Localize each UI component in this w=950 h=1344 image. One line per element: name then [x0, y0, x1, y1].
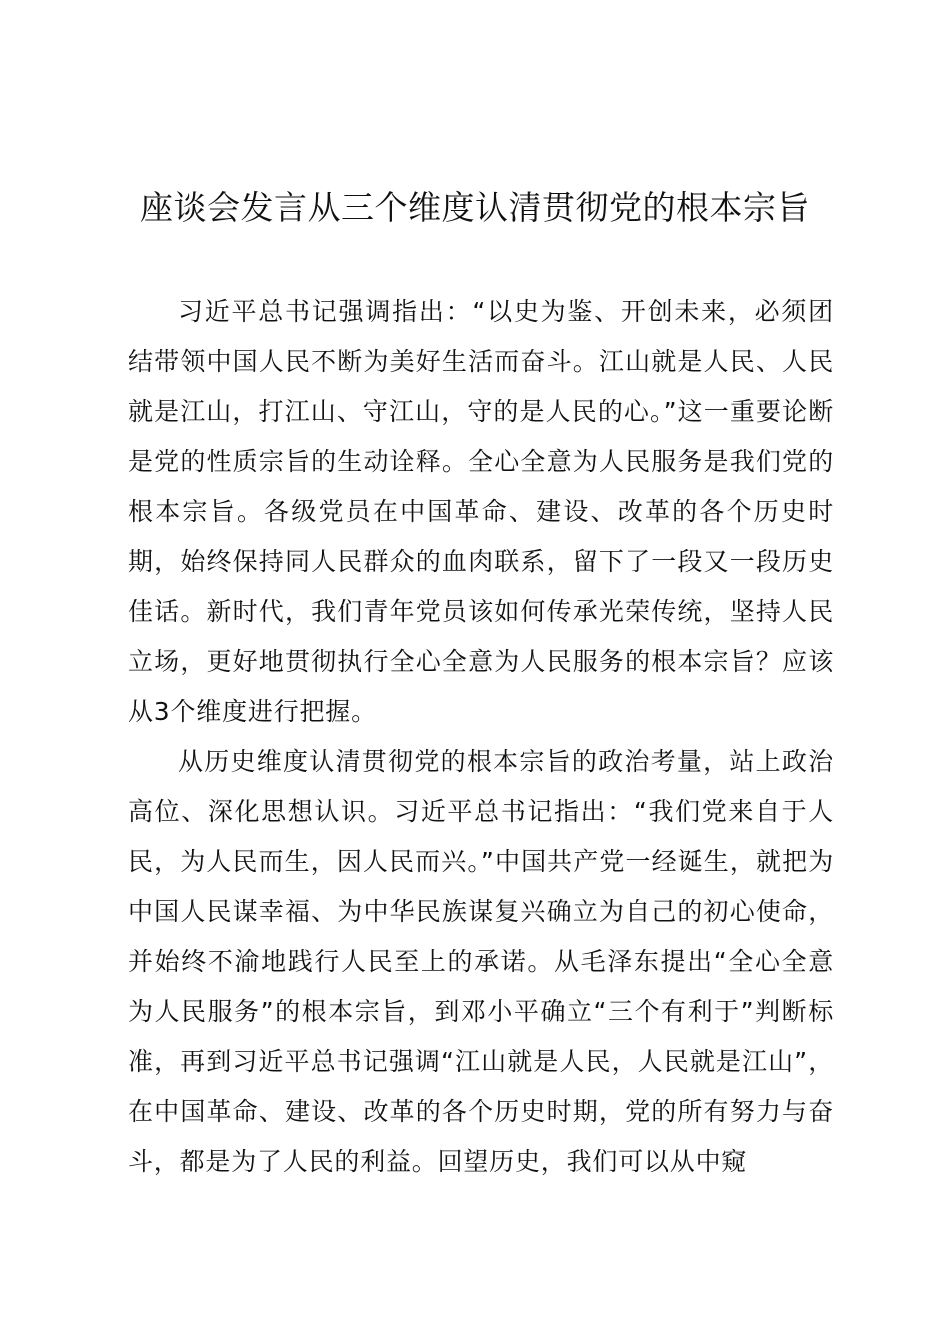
document-body: [128, 287, 834, 1187]
paragraph: 习近平总书记强调指出：“以史为鉴、开创未来，必须团结带领中国人民不断为美好生活而奋斗。江山就是人民、人民就是江山，打江山、守江山，守的是人民的心。”这一重要论断是党的性质宗旨的生动诠释。全心全意为人民服务是我们党的根本宗旨。各级党员在中国革命、建设、改革的各个历史时期，始终保持同人民群众的血肉联系，留下了一段又一段历史佳话。新时代，我们青年党员该如何传承光荣传统，坚持人民立场，更好地贯彻执行全心全意为人民服务的根本宗旨？应该从3个维度进行把握。: [128, 297, 834, 726]
document-title: 座谈会发言从三个维度认清贯彻党的根本宗旨: [140, 188, 810, 227]
paragraph: 从历史维度认清贯彻党的根本宗旨的政治考量，站上政治高位、深化思想认识。习近平总书记指出：“我们党来自于人民，为人民而生，因人民而兴。”中国共产党一经诞生，就把为中国人民谋幸福、为中华民族谋复兴确立为自己的初心使命，并始终不渝地践行人民至上的承诺。从毛泽东提出“全心全意为人民服务”的根本宗旨，到邓小平确立“三个有利于”判断标准，再到习近平总书记强调“江山就是人民，人民就是江山”，在中国革命、建设、改革的各个历史时期，党的所有努力与奋斗，都是为了人民的利益。回望历史，我们可以从中窥: [128, 747, 834, 1176]
